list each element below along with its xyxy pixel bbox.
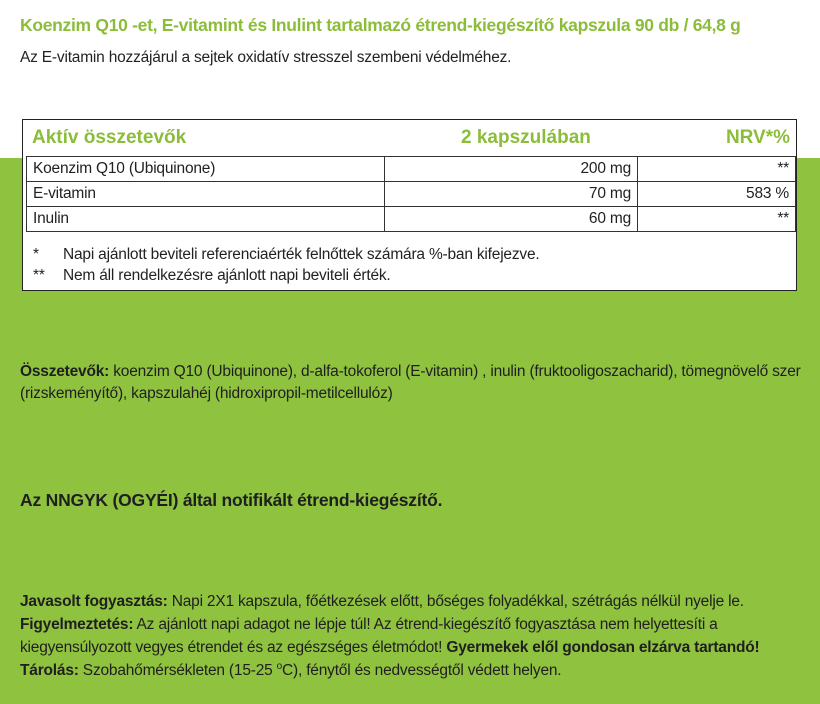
product-title: Koenzim Q10 -et, E-vitamint és Inulint tartalmazó étrend-kiegészítő kapszula 90 db / 64,8 g <box>20 15 741 35</box>
ingredient-amount: 60 mg <box>385 207 638 232</box>
dose-text: Napi 2X1 kapszula, főétkezések előtt, bőséges folyadékkal, szétrágás nélkül nyelje le. <box>167 593 744 610</box>
header-nrv: NRV*% <box>725 127 790 148</box>
dose-label: Javasolt fogyasztás: <box>20 593 168 610</box>
footnote-mark: * <box>33 246 39 263</box>
ingredients-label: Összetevők: <box>20 363 110 380</box>
ingredient-amount: 200 mg <box>385 157 638 182</box>
table-header <box>23 120 796 157</box>
header-active-ingredients: Aktív összetevők <box>32 127 187 148</box>
product-claim: Az E-vitamin hozzájárul a sejtek oxidatív stresszel szembeni védelméhez. <box>20 49 512 66</box>
storage-label: Tárolás: <box>20 662 79 679</box>
ingredient-name: Inulin <box>27 207 385 232</box>
children-warning: Gyermekek elől gondosan elzárva tartandó! <box>446 639 760 656</box>
ingredient-name: E-vitamin <box>27 182 385 207</box>
notification-statement: Az NNGYK (OGYÉI) által notifikált étrend-kiegészítő. <box>20 490 443 510</box>
footnote <box>33 244 539 265</box>
header-per-two-capsules: 2 kapszulában <box>461 127 591 148</box>
table-row <box>27 182 796 207</box>
warning-label: Figyelmeztetés: <box>20 616 134 633</box>
footnote <box>33 265 539 286</box>
ingredient-nrv: ** <box>638 207 796 232</box>
degree-sign: o <box>276 661 283 672</box>
warning-text: Az ajánlott napi adagot ne lépje túl! Az étrend-kiegészítő fogyasztása nem helyettesíti a kiegyensúlyozott vegyes étrendet és az egészséges életmódot! <box>20 616 718 656</box>
table-row <box>27 157 796 182</box>
ingredients-text: koenzim Q10 (Ubiquinone), d-alfa-tokoferol (E-vitamin) , inulin (fruktooligoszacharid), tömegnövelő szer (rizskeményítő), kapszulahéj (hidroxipropil-metilcellulóz) <box>20 363 801 402</box>
storage-text: Szobahőmérsékleten (15-25 <box>78 662 277 679</box>
ingredient-nrv: 583 % <box>638 182 796 207</box>
nutrition-table-panel <box>22 119 797 291</box>
table-row <box>27 207 796 232</box>
storage-text-end: C), fénytől és nedvességtől védett helyen. <box>282 662 562 679</box>
ingredients-paragraph <box>20 361 810 405</box>
ingredient-name: Koenzim Q10 (Ubiquinone) <box>27 157 385 182</box>
usage-paragraph <box>20 590 810 682</box>
footnote-text: Nem áll rendelkezésre ajánlott napi beviteli érték. <box>63 267 391 284</box>
ingredient-amount: 70 mg <box>385 182 638 207</box>
footnote-mark: ** <box>33 267 45 284</box>
table-footnotes <box>33 244 539 286</box>
ingredient-table <box>26 156 796 232</box>
footnote-text: Napi ajánlott beviteli referenciaérték felnőttek számára %-ban kifejezve. <box>63 246 540 263</box>
ingredient-nrv: ** <box>638 157 796 182</box>
